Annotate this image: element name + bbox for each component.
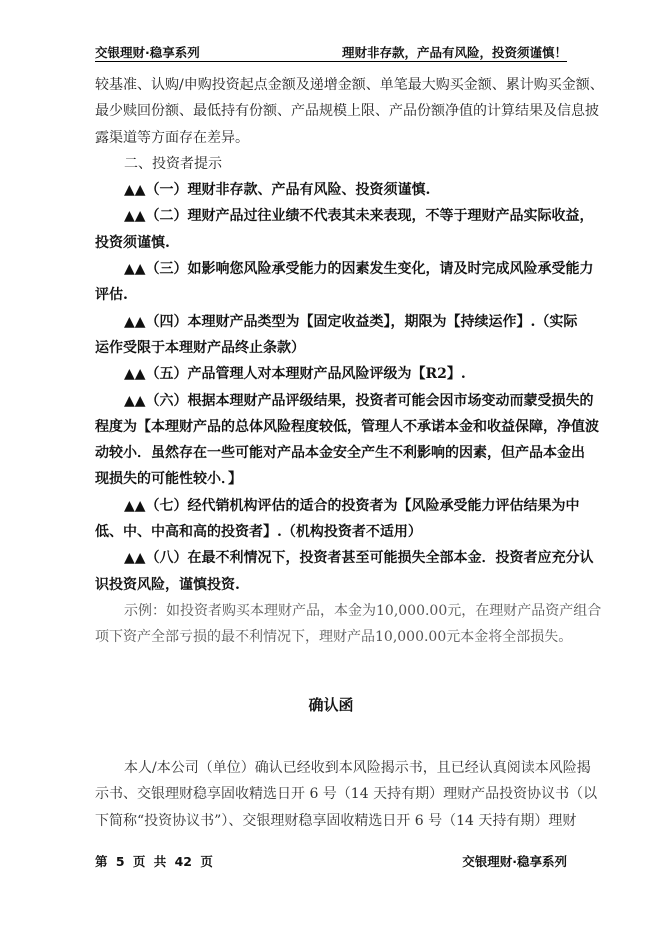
text-line: ▲▲（八）在最不利情况下，投资者甚至可能损失全部本金．投资者应充分认	[124, 550, 594, 567]
footer-series: 交银理财·稳享系列	[462, 854, 567, 869]
text-line: 较基准、认购/申购投资起点金额及递增金额、单笔最大购买金额、累计购买金额、	[95, 77, 604, 93]
text-line: 二、投资者提示	[124, 155, 222, 172]
text-line: 程度为【本理财产品的总体风险程度较低，管理人不承诺本金和收益保障，净值波	[95, 418, 599, 435]
text-line: 运作受限于本理财产品终止条款）	[95, 339, 305, 356]
text-line: 本人/本公司（单位）确认已经收到本风险揭示书，且已经认真阅读本风险揭	[124, 760, 591, 776]
paragraph	[95, 493, 580, 546]
text-line: 现损失的可能性较小．】	[95, 471, 242, 488]
paragraph	[95, 545, 594, 598]
paragraph	[95, 256, 594, 309]
paragraph	[95, 309, 578, 362]
text-line: 识投资风险，谨慎投资.	[95, 576, 240, 593]
confirmation-text	[95, 755, 598, 834]
text-line: ▲▲（一）理财非存款、产品有风险、投资须谨慎.	[124, 182, 431, 199]
text-line: ▲▲（四）本理财产品类型为【固定收益类】，期限为【持续运作】.（实际	[124, 313, 578, 330]
text-line: 评估.	[95, 287, 128, 304]
text-line: ▲▲（二）理财产品过往业绩不代表其未来表现，不等于理财产品实际收益，	[124, 208, 594, 225]
text-line: ▲▲（五）产品管理人对本理财产品风险评级为【R2】.	[124, 366, 466, 383]
paragraph	[95, 177, 567, 203]
header-series: 交银理财·稳享系列	[95, 45, 200, 60]
text-line: 最少赎回份额、最低持有份额、产品规模上限、产品份额净值的计算结果及信息披	[95, 103, 599, 120]
paragraph	[95, 151, 567, 177]
page-header	[95, 43, 567, 62]
text-line: 示例：如投资者购买本理财产品，本金为10,000.00元，在理财产品资产组合	[124, 602, 602, 619]
page-number: 第 5 页 共 42 页	[95, 854, 213, 869]
paragraph	[95, 203, 594, 256]
text-line: 示书、交银理财稳享固收精选日开 6 号（14 天持有期）理财产品投资协议书（以	[95, 786, 598, 803]
document-body	[95, 72, 604, 651]
text-line: 下简称“投资协议书”）、交银理财稳享固收精选日开 6 号（14 天持有期）理财	[95, 812, 577, 829]
paragraph	[95, 598, 602, 651]
text-line: 项下资产全部亏损的最不利情况下，理财产品10,000.00元本金将全部损失。	[95, 629, 573, 646]
confirmation-title: 确认函	[308, 696, 354, 714]
text-line: ▲▲（三）如影响您风险承受能力的因素发生变化，请及时完成风险承受能力	[124, 261, 594, 278]
text-line: 投资须谨慎.	[95, 234, 170, 251]
paragraph	[95, 361, 567, 387]
text-line: ▲▲（七）经代销机构评估的适合的投资者为【风险承受能力评估结果为中	[124, 497, 580, 514]
paragraph	[95, 72, 604, 151]
text-line: ▲▲（六）根据本理财产品评级结果，投资者可能会因市场变动而蒙受损失的	[124, 392, 594, 409]
text-line: 低、中、中高和高的投资者】.（机构投资者不适用）	[95, 524, 422, 541]
text-line: 露渠道等方面存在差异。	[95, 129, 249, 146]
header-risk-warning: 理财非存款，产品有风险，投资须谨慎！	[341, 45, 567, 60]
paragraph	[95, 388, 599, 493]
text-line: 动较小．虽然存在一些可能对产品本金安全产生不利影响的因素，但产品本金出	[95, 445, 585, 462]
